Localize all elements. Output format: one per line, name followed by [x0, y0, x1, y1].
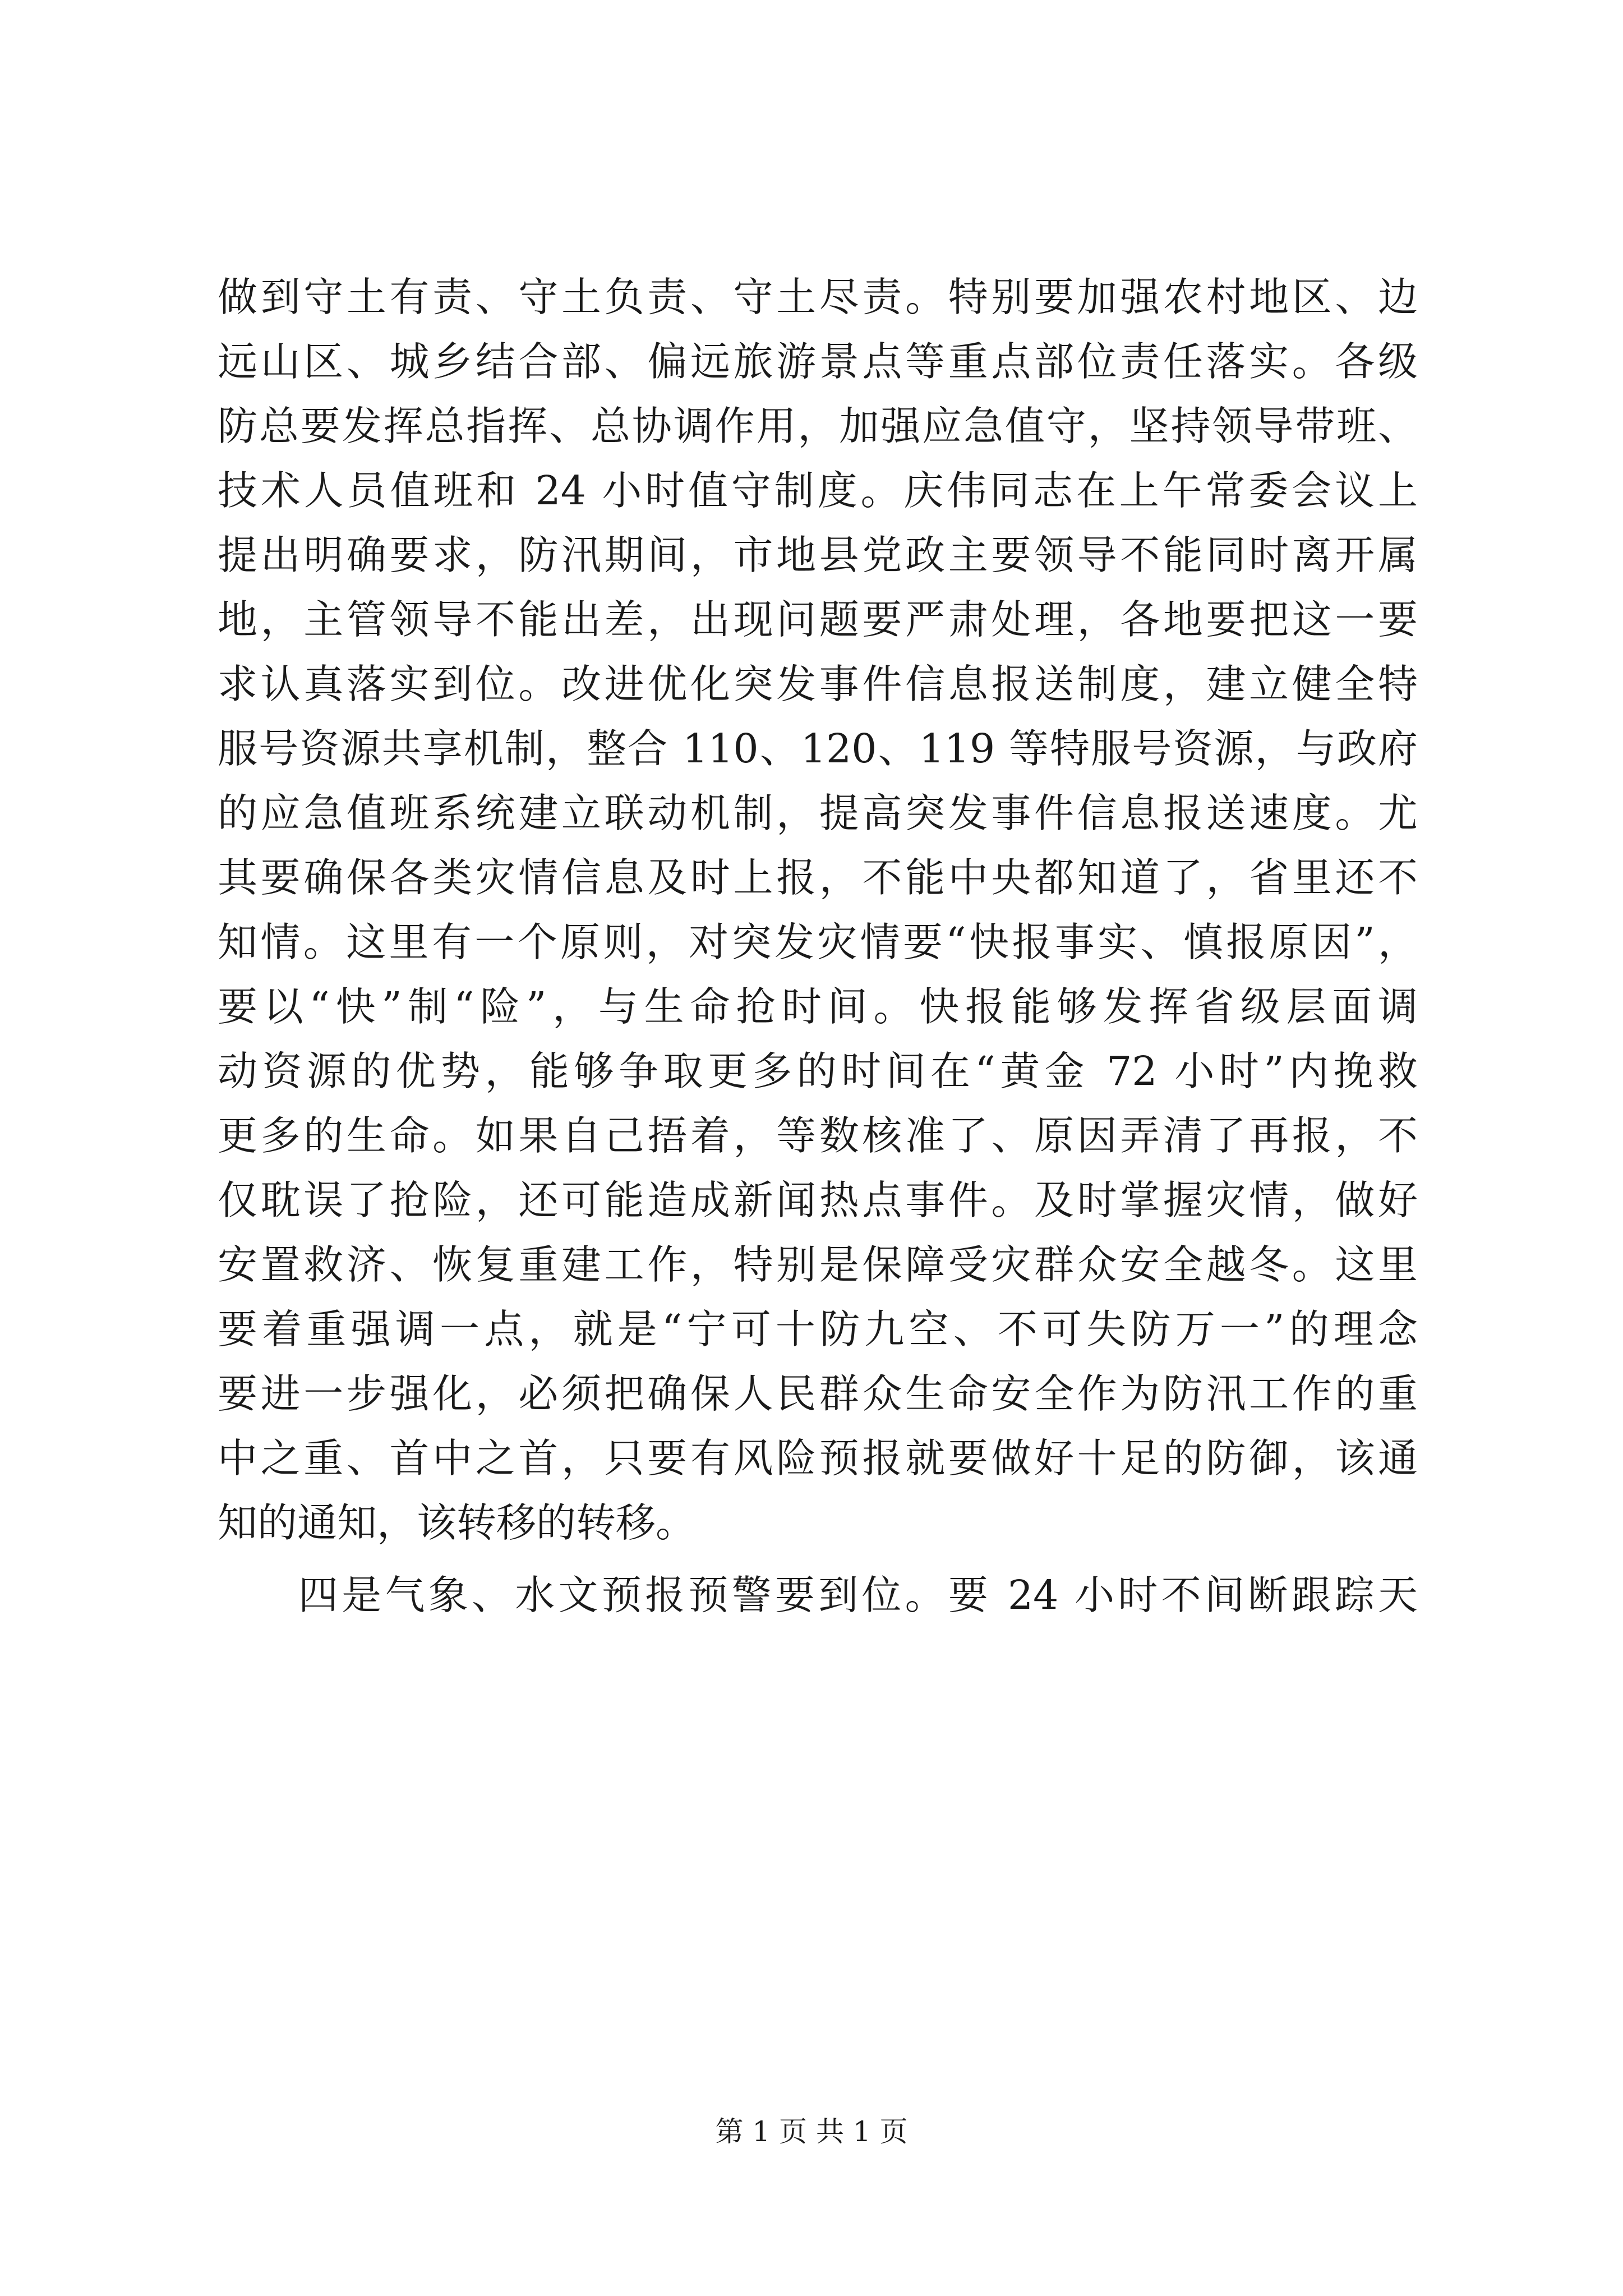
text-line: 地，主管领导不能出差，出现问题要严肃处理，各地要把这一要 — [218, 596, 1418, 643]
text-line: 要着重强调一点，就是“宁可十防九空、不可失防万一”的理念 — [218, 1306, 1418, 1352]
text-line: 其要确保各类灾情信息及时上报，不能中央都知道了，省里还不 — [218, 854, 1418, 901]
text-line: 要以“快”制“险”，与生命抢时间。快报能够发挥省级层面调 — [218, 983, 1418, 1030]
paragraph-gap — [218, 1555, 1418, 1563]
text-line: 要进一步强化，必须把确保人民群众生命安全作为防汛工作的重 — [218, 1370, 1418, 1417]
paragraph — [218, 1563, 1418, 1627]
text-line: 服号资源共享机制，整合 110、120、119 等特服号资源，与政府 — [218, 725, 1418, 772]
document-body — [218, 265, 1418, 1627]
text-line: 四是气象、水文预报预警要到位。要 24 小时不间断跟踪天 — [298, 1572, 1418, 1618]
text-line: 求认真落实到位。改进优化突发事件信息报送制度，建立健全特 — [218, 661, 1418, 707]
text-line: 中之重、首中之首，只要有风险预报就要做好十足的防御，该通 — [218, 1435, 1418, 1481]
text-line: 技术人员值班和 24 小时值守制度。庆伟同志在上午常委会议上 — [218, 467, 1418, 514]
text-line: 提出明确要求，防汛期间，市地县党政主要领导不能同时离开属 — [218, 532, 1418, 578]
text-line: 知情。这里有一个原则，对突发灾情要“快报事实、慎报原因”， — [218, 919, 1418, 965]
text-line: 远山区、城乡结合部、偏远旅游景点等重点部位责任落实。各级 — [218, 338, 1418, 385]
text-line: 仅耽误了抢险，还可能造成新闻热点事件。及时掌握灾情，做好 — [218, 1177, 1418, 1223]
text-line: 安置救济、恢复重建工作，特别是保障受灾群众安全越冬。这里 — [218, 1241, 1418, 1288]
page-footer: 第 1 页 共 1 页 — [715, 2115, 908, 2148]
paragraph — [218, 265, 1418, 1555]
text-line: 更多的生命。如果自己捂着，等数核准了、原因弄清了再报，不 — [218, 1112, 1418, 1159]
text-line: 做到守土有责、守土负责、守土尽责。特别要加强农村地区、边 — [218, 274, 1418, 320]
text-line: 知的通知，该转移的转移。 — [218, 1499, 696, 1546]
text-line: 的应急值班系统建立联动机制，提高突发事件信息报送速度。尤 — [218, 790, 1418, 836]
text-line: 防总要发挥总指挥、总协调作用，加强应急值守，坚持领导带班、 — [218, 403, 1418, 449]
text-line: 动资源的优势，能够争取更多的时间在“黄金 72 小时”内挽救 — [218, 1048, 1418, 1094]
